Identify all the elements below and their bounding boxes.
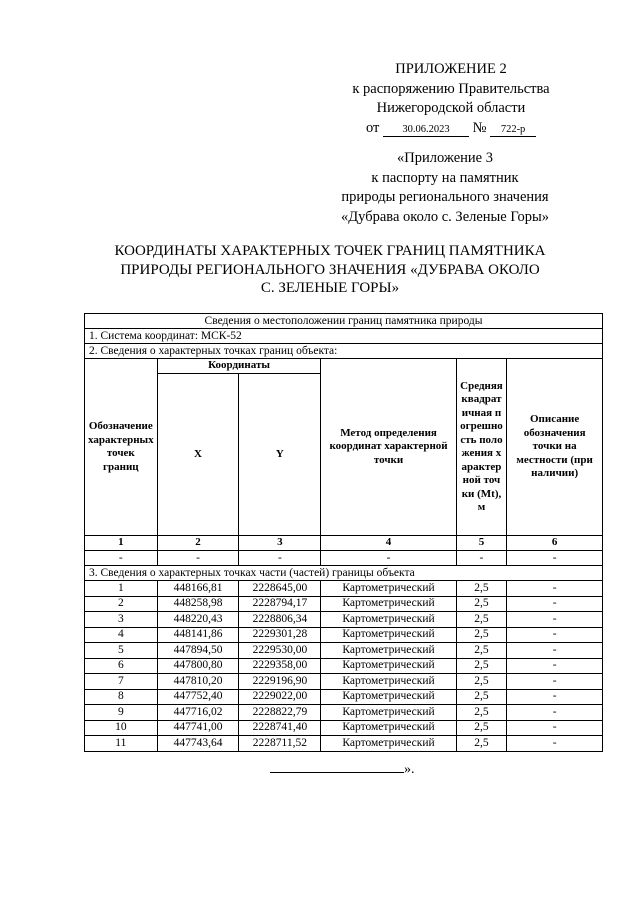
- error-cell: 2,5: [456, 705, 507, 721]
- number-label: №: [472, 119, 487, 136]
- col-number-2: 2: [157, 536, 239, 551]
- method-cell: Картометрический: [321, 596, 456, 612]
- method-cell: Картометрический: [321, 658, 456, 674]
- point-number: 9: [85, 705, 158, 721]
- method-cell: Картометрический: [321, 674, 456, 690]
- description-cell: -: [507, 596, 603, 612]
- error-cell: 2,5: [456, 596, 507, 612]
- quote-line-1: «Приложение 3: [397, 150, 493, 166]
- coord-y: 2229358,00: [239, 658, 321, 674]
- coord-y: 2228806,34: [239, 612, 321, 628]
- description-cell: -: [507, 705, 603, 721]
- point-number: 1: [85, 581, 158, 597]
- table-row: [85, 581, 603, 597]
- empty-cell: -: [507, 551, 603, 566]
- method-cell: Картометрический: [321, 720, 456, 736]
- error-cell: 2,5: [456, 627, 507, 643]
- coord-x: 447810,20: [157, 674, 239, 690]
- quote-line-4: «Дубрава около с. Зеленые Горы»: [341, 208, 549, 225]
- decree-date: 30.06.2023: [383, 124, 469, 137]
- coordinates-table: [84, 313, 603, 752]
- title-line-2: ПРИРОДЫ РЕГИОНАЛЬНОГО ЗНАЧЕНИЯ «ДУБРАВА ОКОЛО: [120, 261, 540, 278]
- document-title: [95, 242, 565, 298]
- quote-line-3: природы регионального значения: [341, 189, 549, 205]
- point-number: 8: [85, 689, 158, 705]
- description-cell: -: [507, 643, 603, 659]
- points-body: [85, 581, 603, 752]
- description-cell: -: [507, 674, 603, 690]
- coord-y: 2229530,00: [239, 643, 321, 659]
- empty-cell: -: [157, 551, 239, 566]
- point-number: 10: [85, 720, 158, 736]
- table-row: [85, 736, 603, 752]
- table-row: [85, 674, 603, 690]
- appendix-line-3: Нижегородской области: [376, 100, 526, 116]
- description-cell: -: [507, 720, 603, 736]
- table-row: [85, 612, 603, 628]
- closing-underline: [270, 762, 404, 773]
- table-row: [85, 720, 603, 736]
- method-cell: Картометрический: [321, 736, 456, 752]
- section-1: 1. Система координат: МСК-52: [85, 329, 603, 344]
- error-cell: 2,5: [456, 736, 507, 752]
- coord-y: 2228794,17: [239, 596, 321, 612]
- error-cell: 2,5: [456, 689, 507, 705]
- point-number: 3: [85, 612, 158, 628]
- description-cell: -: [507, 658, 603, 674]
- coord-y: 2228645,00: [239, 581, 321, 597]
- quote-line-2: к паспорту на памятник: [371, 169, 519, 186]
- closing-quote: ».: [404, 762, 415, 777]
- point-number: 2: [85, 596, 158, 612]
- coord-y: 2229301,28: [239, 627, 321, 643]
- coord-x: 447752,40: [157, 689, 239, 705]
- description-cell: -: [507, 689, 603, 705]
- method-cell: Картометрический: [321, 581, 456, 597]
- coord-x: 447800,80: [157, 658, 239, 674]
- from-label: от: [365, 119, 380, 136]
- description-cell: -: [507, 581, 603, 597]
- col-number-1: 1: [85, 536, 158, 551]
- col-number-5: 5: [456, 536, 507, 551]
- error-cell: 2,5: [456, 674, 507, 690]
- point-number: 6: [85, 658, 158, 674]
- appendix-line-2: к распоряжению Правительства: [352, 80, 550, 97]
- appendix-header: [336, 60, 566, 138]
- header-description: Описание обозначения точки на местности (при наличии): [507, 359, 603, 536]
- coord-x: 447743,64: [157, 736, 239, 752]
- header-x: X: [157, 374, 239, 536]
- coord-x: 448166,81: [157, 581, 239, 597]
- coord-x: 448258,98: [157, 596, 239, 612]
- coord-y: 2229022,00: [239, 689, 321, 705]
- method-cell: Картометрический: [321, 705, 456, 721]
- section-2: 2. Сведения о характерных точках границ объекта:: [85, 344, 603, 359]
- table-caption: Сведения о местоположении границ памятника природы: [85, 314, 603, 329]
- appendix-date-line: [336, 119, 566, 139]
- appendix-title: ПРИЛОЖЕНИЕ 2: [395, 61, 507, 77]
- empty-cell: -: [456, 551, 507, 566]
- coord-x: 447741,00: [157, 720, 239, 736]
- table-row: [85, 596, 603, 612]
- method-cell: Картометрический: [321, 627, 456, 643]
- header-y: Y: [239, 374, 321, 536]
- quote-header: [314, 149, 576, 227]
- table-row: [85, 689, 603, 705]
- method-cell: Картометрический: [321, 689, 456, 705]
- header-error: Средняя квадратичная погрешность положения характерной точки (Mt), м: [456, 359, 507, 536]
- header-coordinates: Координаты: [157, 359, 321, 374]
- col-number-4: 4: [321, 536, 456, 551]
- title-line-3: С. ЗЕЛЕНЫЕ ГОРЫ»: [260, 280, 400, 296]
- table-row: [85, 627, 603, 643]
- col-number-6: 6: [507, 536, 603, 551]
- method-cell: Картометрический: [321, 643, 456, 659]
- coord-x: 448141,86: [157, 627, 239, 643]
- decree-number: 722-р: [490, 124, 536, 137]
- header-method: Метод определения координат характерной точки: [321, 359, 456, 536]
- empty-cell: -: [239, 551, 321, 566]
- description-cell: -: [507, 736, 603, 752]
- coord-y: 2228711,52: [239, 736, 321, 752]
- point-number: 7: [85, 674, 158, 690]
- empty-cell: -: [321, 551, 456, 566]
- coord-y: 2228741,40: [239, 720, 321, 736]
- error-cell: 2,5: [456, 720, 507, 736]
- coord-x: 447716,02: [157, 705, 239, 721]
- title-line-1: КООРДИНАТЫ ХАРАКТЕРНЫХ ТОЧЕК ГРАНИЦ ПАМЯТНИКА: [114, 243, 546, 259]
- empty-cell: -: [85, 551, 158, 566]
- point-number: 4: [85, 627, 158, 643]
- method-cell: Картометрический: [321, 612, 456, 628]
- description-cell: -: [507, 612, 603, 628]
- table-row: [85, 643, 603, 659]
- table-row: [85, 658, 603, 674]
- error-cell: 2,5: [456, 612, 507, 628]
- header-designation: Обозначение характерных точек границ: [85, 359, 158, 536]
- section-3: 3. Сведения о характерных точках части (частей) границы объекта: [85, 566, 603, 581]
- col-number-3: 3: [239, 536, 321, 551]
- coord-x: 447894,50: [157, 643, 239, 659]
- point-number: 11: [85, 736, 158, 752]
- error-cell: 2,5: [456, 581, 507, 597]
- point-number: 5: [85, 643, 158, 659]
- table-row: [85, 705, 603, 721]
- coord-x: 448220,43: [157, 612, 239, 628]
- error-cell: 2,5: [456, 658, 507, 674]
- coord-y: 2229196,90: [239, 674, 321, 690]
- description-cell: -: [507, 627, 603, 643]
- coord-y: 2228822,79: [239, 705, 321, 721]
- closing-line: [270, 762, 415, 778]
- error-cell: 2,5: [456, 643, 507, 659]
